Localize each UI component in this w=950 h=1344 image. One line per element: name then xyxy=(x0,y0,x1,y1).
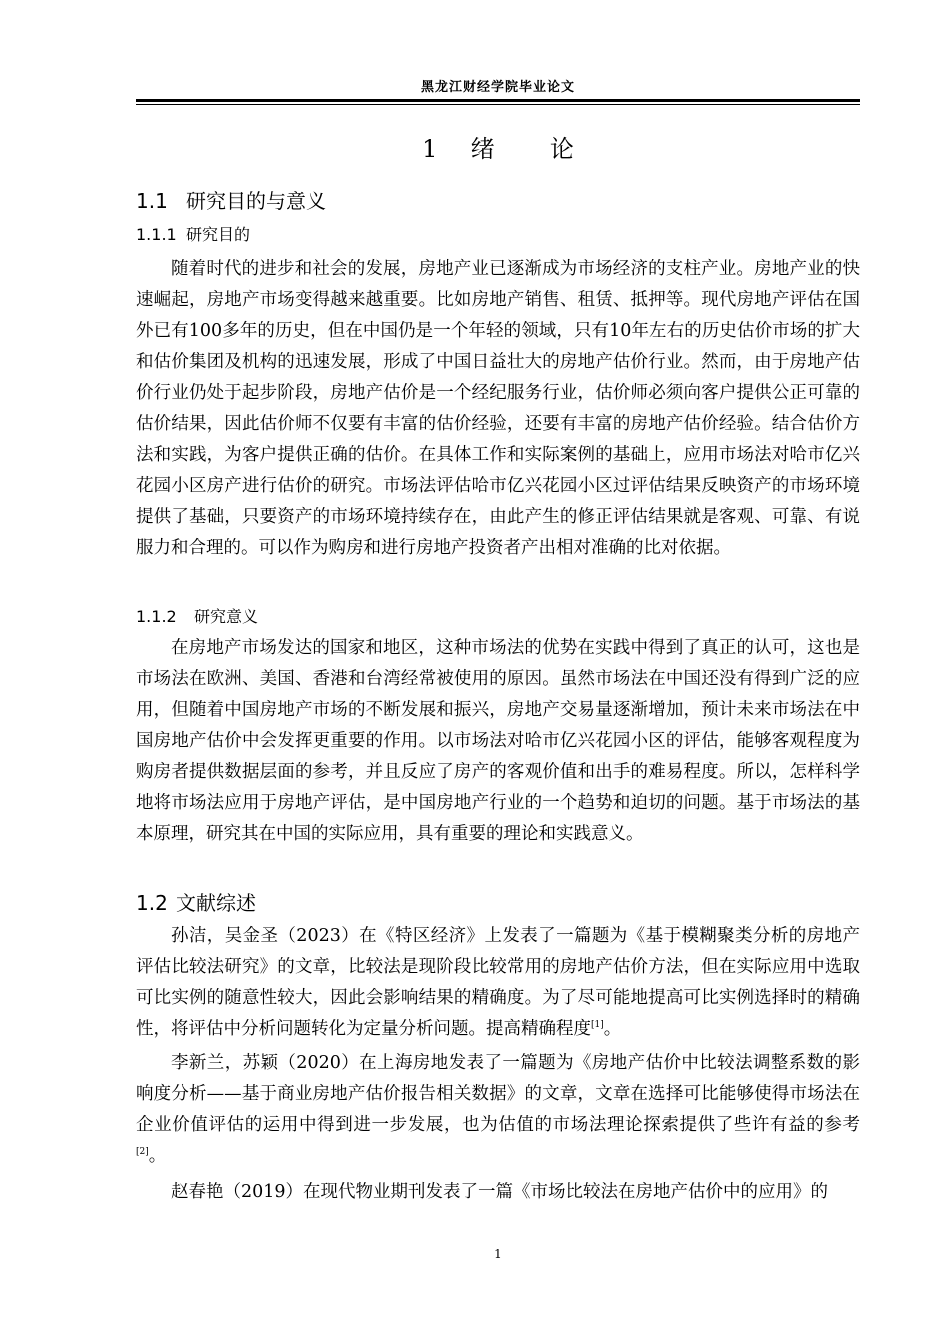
paragraph-literature-2 xyxy=(136,1048,860,1172)
citation-2: [2] xyxy=(136,1147,149,1158)
chapter-title-part2: 论 xyxy=(549,135,574,163)
section-number: 1.1 xyxy=(136,189,168,213)
literature-1-tail: 。 xyxy=(603,1019,622,1039)
chapter-title-part1: 绪 xyxy=(470,135,495,163)
subsection-title: 研究意义 xyxy=(194,607,259,626)
subsection-heading-1-1-2 xyxy=(136,606,258,628)
chapter-title xyxy=(136,133,860,165)
header-rule-thin xyxy=(136,104,860,105)
literature-2-tail: 。 xyxy=(148,1146,167,1166)
header-rule-thick xyxy=(136,99,860,102)
page-number: 1 xyxy=(494,1247,502,1261)
subsection-title: 研究目的 xyxy=(186,225,251,244)
subsection-heading-1-1-1 xyxy=(136,224,250,246)
subsection-number: 1.1.2 xyxy=(136,607,177,626)
paragraph-research-significance: 在房地产市场发达的国家和地区，这种市场法的优势在实践中得到了真正的认可，这也是市场法在欧洲、美国、香港和台湾经常被使用的原因。虽然市场法在中国还没有得到广泛的应用，但随着中国房地产市场的不断发展和振兴，房地产交易量逐渐增加，预计未来市场法在中国房地产估价中会发挥更重要的作用。以市场法对哈市亿兴花园小区的评估，能够客观程度为购房者提供数据层面的参考，并且反应了房产的客观价值和出手的难易程度。所以，怎样科学地将市场法应用于房地产评估，是中国房地产行业的一个趋势和迫切的问题。基于市场法的基本原理，研究其在中国的实际应用，具有重要的理论和实践意义。 xyxy=(136,638,860,844)
subsection-number: 1.1.1 xyxy=(136,225,177,244)
literature-2-text: 李新兰，苏颖（2020）在上海房地发表了一篇题为《房地产估价中比较法调整系数的影响度分析——基于商业房地产估价报告相关数据》的文章，文章在选择可比能够使得市场法在企业价值评估的运用中得到进一步发展，也为估值的市场法理论探索提供了些许有益的参考 xyxy=(136,1053,860,1135)
section-number: 1.2 xyxy=(136,891,168,915)
section-title: 研究目的与意义 xyxy=(186,189,326,213)
chapter-number: 1 xyxy=(422,135,438,163)
running-header-title: 黑龙江财经学院毕业论文 xyxy=(420,80,575,95)
literature-1-text: 孙洁，吴金圣（2023）在《特区经济》上发表了一篇题为《基于模糊聚类分析的房地产评估比较法研究》的文章，比较法是现阶段比较常用的房地产估价方法，但在实际应用中选取可比实例的随意性较大，因此会影响结果的精确度。为了尽可能地提高可比实例选择时的精确性，将评估中分析问题转化为定量分析问题。提高精确程度 xyxy=(136,926,860,1039)
section-heading-1-1 xyxy=(136,188,326,214)
paragraph-literature-1 xyxy=(136,921,860,1045)
paragraph-literature-3: 赵春艳（2019）在现代物业期刊发表了一篇《市场比较法在房地产估价中的应用》的 xyxy=(171,1182,829,1202)
citation-1: [1] xyxy=(591,1020,604,1031)
paragraph-research-purpose: 随着时代的进步和社会的发展，房地产业已逐渐成为市场经济的支柱产业。房地产业的快速崛起，房地产市场变得越来越重要。比如房地产销售、租赁、抵押等。现代房地产评估在国外已有100多年的历史，但在中国仍是一个年轻的领域，只有10年左右的历史估价市场的扩大和估价集团及机构的迅速发展，形成了中国日益壮大的房地产估价行业。然而，由于房地产估价行业仍处于起步阶段，房地产估价是一个经纪服务行业，估价师必须向客户提供公正可靠的估价结果，因此估价师不仅要有丰富的估价经验，还要有丰富的房地产估价经验。结合估价方法和实践，为客户提供正确的估价。在具体工作和实际案例的基础上，应用市场法对哈市亿兴花园小区房产进行估价的研究。市场法评估哈市亿兴花园小区过评估结果反映资产的市场环境提供了基础，只要资产的市场环境持续存在，由此产生的修正评估结果就是客观、可靠、有说服力和合理的。可以作为购房和进行房地产投资者产出相对准确的比对依据。 xyxy=(136,259,860,558)
section-heading-1-2 xyxy=(136,890,256,916)
section-title: 文献综述 xyxy=(176,891,256,915)
